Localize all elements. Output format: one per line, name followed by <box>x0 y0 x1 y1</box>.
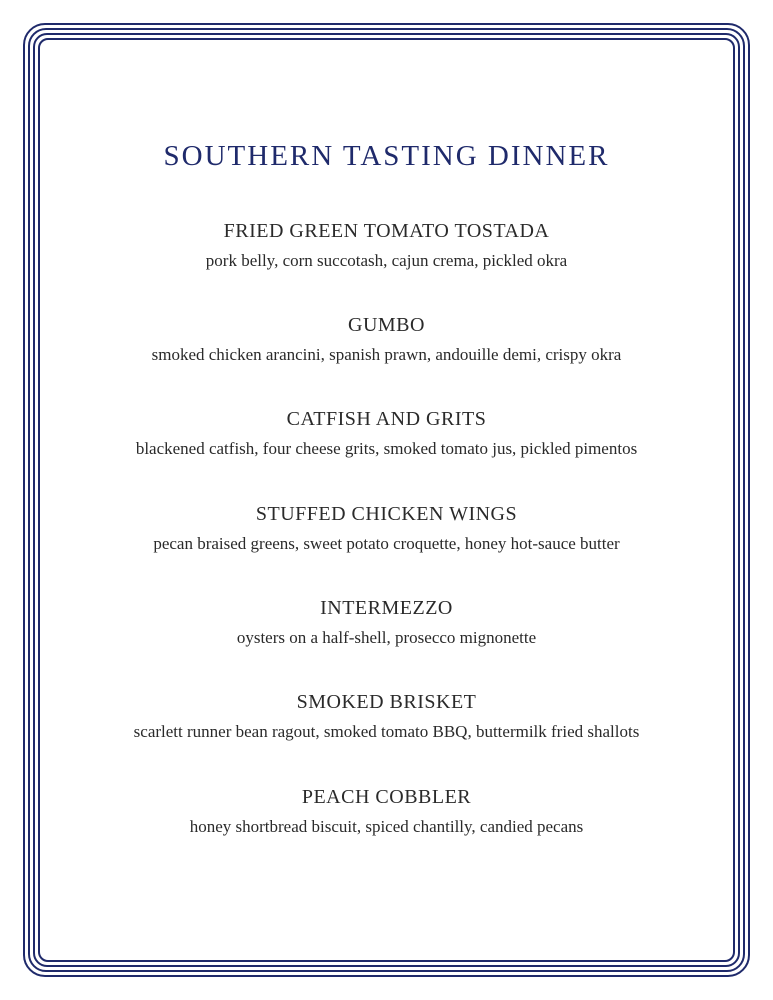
course-name: INTERMEZZO <box>320 597 453 619</box>
course-name: FRIED GREEN TOMATO TOSTADA <box>223 220 550 242</box>
course-name: STUFFED CHICKEN WINGS <box>255 503 518 525</box>
course-description: honey shortbread biscuit, spiced chantilly, candied pecans <box>189 817 584 836</box>
course-description: blackened catfish, four cheese grits, smoked tomato jus, pickled pimentos <box>135 439 638 458</box>
course-name: CATFISH AND GRITS <box>286 408 487 430</box>
course-item <box>60 501 713 555</box>
course-description: pecan braised greens, sweet potato croquette, honey hot-sauce butter <box>153 534 620 553</box>
course-name: PEACH COBBLER <box>301 786 472 808</box>
course-item <box>60 406 713 460</box>
course-item <box>60 312 713 366</box>
menu-title: SOUTHERN TASTING DINNER <box>163 140 610 172</box>
course-item <box>60 784 713 838</box>
course-description: scarlett runner bean ragout, smoked tomato BBQ, buttermilk fried shallots <box>133 722 640 741</box>
course-item <box>60 595 713 649</box>
course-name: GUMBO <box>348 314 425 336</box>
course-description: pork belly, corn succotash, cajun crema, pickled okra <box>205 251 568 270</box>
course-name: SMOKED BRISKET <box>296 691 477 713</box>
course-description: oysters on a half-shell, prosecco mignonette <box>236 628 537 647</box>
course-description: smoked chicken arancini, spanish prawn, andouille demi, crispy okra <box>151 345 622 364</box>
course-item <box>60 689 713 743</box>
course-item <box>60 218 713 272</box>
